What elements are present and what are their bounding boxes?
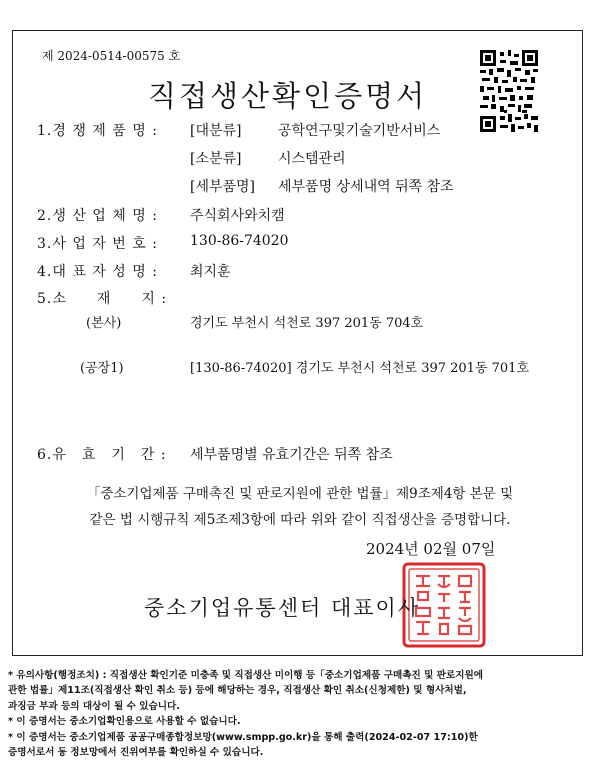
note-line: * 유의사항(행정조치) : 직접생산 확인기준 미충족 및 직접생산 미이행 등「중소기업제품 구매촉진 및 판로지원에	[8, 670, 484, 681]
certification-line-2: 같은 법 시행규칙 제5조제3항에 따라 위와 같이 직접생산을 증명합니다.	[89, 512, 511, 528]
issue-date: 2024년 02월 07일	[366, 540, 496, 558]
document-number: 제 2024-0514-00575 호	[42, 49, 181, 63]
ceo-value: 최지훈	[190, 264, 231, 280]
note-line: * 이 증명서는 중소기업확인용으로 사용할 수 없습니다.	[8, 716, 241, 728]
validity-label: 6.유 효 기 간 :	[37, 447, 167, 463]
hq-tag: (본사)	[86, 316, 122, 331]
producer-value: 주식회사와치캠	[190, 208, 285, 224]
producer-label: 2.생 산 업 체 명 :	[37, 208, 158, 224]
qr-code-icon[interactable]	[480, 50, 538, 132]
factory-address: [130-86-74020] 경기도 부천시 석천로 397 201동 701호	[190, 361, 530, 376]
note-line: 증명서로서 동 정보망에서 진위여부를 확인하실 수 있습니다.	[8, 747, 264, 759]
detail-value: 세부품명 상세내역 뒤쪽 참조	[278, 179, 454, 195]
factory-tag: (공장1)	[80, 361, 124, 376]
notes-section	[8, 668, 596, 760]
ceo-label: 4.대 표 자 성 명 :	[37, 264, 158, 280]
note-line: 과징금 부과 등의 대상이 될 수 있습니다.	[8, 700, 180, 712]
product-label: 1.경 쟁 제 품 명 :	[37, 123, 158, 139]
validity-value: 세부품명별 유효기간은 뒤쪽 참조	[190, 447, 393, 463]
note-line: 관한 법률」제11조(직접생산 확인 취소 등) 등에 해당하는 경우, 직접생산 확인 취소(신청제한) 및 형사처벌,	[8, 685, 467, 697]
bizno-label: 3.사 업 자 번 호 :	[37, 236, 158, 252]
location-label: 5.소 재 지 :	[37, 291, 168, 307]
document-title: 직접생산확인증명서	[148, 79, 428, 113]
category-major: 공학연구및기술기반서비스	[278, 123, 441, 139]
bizno-value: 130-86-74020	[190, 233, 289, 249]
hq-address: 경기도 부천시 석천로 397 201동 704호	[190, 316, 424, 331]
category-minor-tag: [소분류]	[190, 151, 242, 167]
issuer-name: 중소기업유통센터 대표이사	[144, 596, 421, 620]
certification-line-1: 「중소기업제품 구매촉진 및 판로지원에 관한 법률」제9조제4항 본문 및	[86, 486, 514, 502]
detail-tag: [세부품명]	[190, 179, 256, 195]
category-major-tag: [대분류]	[190, 123, 242, 139]
note-line: * 이 증명서는 중소기업제품 공공구매종합정보망(www.smpp.go.kr)을 통해 출력(2024-02-07 17:10)한	[8, 731, 478, 743]
category-minor: 시스템관리	[278, 151, 346, 167]
